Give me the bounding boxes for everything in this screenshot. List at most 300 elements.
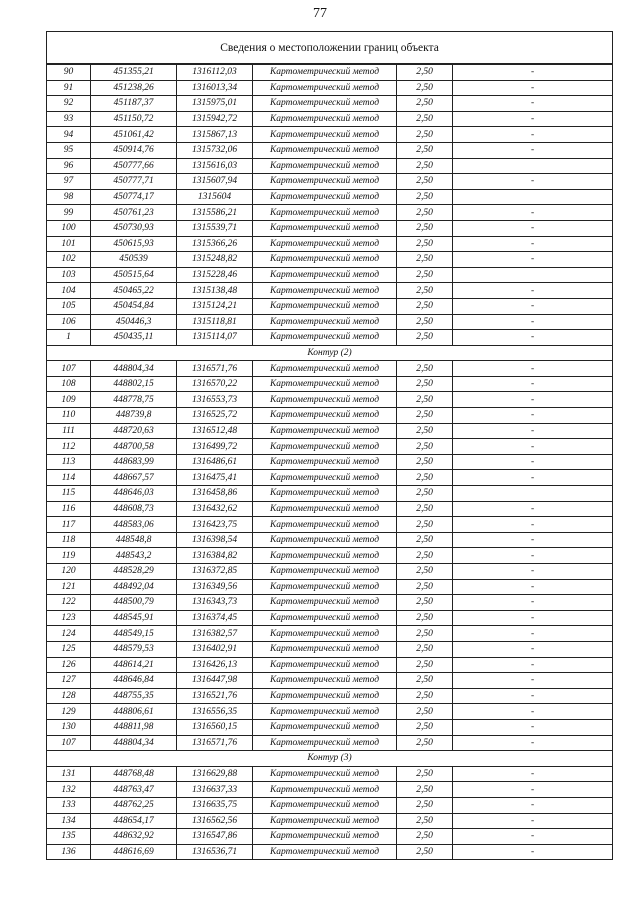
- point-number-cell: 115: [47, 486, 91, 502]
- accuracy-cell: 2,50: [397, 532, 453, 548]
- point-number-cell: 113: [47, 454, 91, 470]
- table-row: [47, 657, 613, 673]
- y-coordinate-cell: 1315248,82: [177, 252, 253, 268]
- point-number-cell: 99: [47, 205, 91, 221]
- x-coordinate-cell: 451355,21: [91, 64, 177, 80]
- method-cell: Картометрический метод: [253, 735, 397, 751]
- method-cell: Картометрический метод: [253, 96, 397, 112]
- description-cell: -: [453, 392, 613, 408]
- y-coordinate-cell: 1316571,76: [177, 361, 253, 377]
- method-cell: Картометрический метод: [253, 501, 397, 517]
- y-coordinate-cell: 1316570,22: [177, 376, 253, 392]
- y-coordinate-cell: 1316560,15: [177, 719, 253, 735]
- description-cell: -: [453, 298, 613, 314]
- table-row: [47, 673, 613, 689]
- accuracy-cell: 2,50: [397, 64, 453, 80]
- table-row: [47, 454, 613, 470]
- method-cell: Картометрический метод: [253, 423, 397, 439]
- description-cell: -: [453, 735, 613, 751]
- description-cell: -: [453, 252, 613, 268]
- method-cell: Картометрический метод: [253, 673, 397, 689]
- accuracy-cell: 2,50: [397, 813, 453, 829]
- description-cell: -: [453, 142, 613, 158]
- description-cell: -: [453, 579, 613, 595]
- point-number-cell: 107: [47, 361, 91, 377]
- description-cell: [453, 158, 613, 174]
- table-body: [47, 64, 613, 860]
- method-cell: Картометрический метод: [253, 641, 397, 657]
- description-cell: -: [453, 610, 613, 626]
- point-number-cell: 116: [47, 501, 91, 517]
- method-cell: Картометрический метод: [253, 657, 397, 673]
- method-cell: Картометрический метод: [253, 766, 397, 782]
- x-coordinate-cell: 448755,35: [91, 688, 177, 704]
- method-cell: Картометрический метод: [253, 80, 397, 96]
- method-cell: Картометрический метод: [253, 158, 397, 174]
- y-coordinate-cell: 1316402,91: [177, 641, 253, 657]
- table-row: [47, 688, 613, 704]
- y-coordinate-cell: 1315539,71: [177, 220, 253, 236]
- table-row: [47, 797, 613, 813]
- point-number-cell: 124: [47, 626, 91, 642]
- accuracy-cell: 2,50: [397, 361, 453, 377]
- description-cell: -: [453, 641, 613, 657]
- x-coordinate-cell: 450615,93: [91, 236, 177, 252]
- table-row: [47, 127, 613, 143]
- method-cell: Картометрический метод: [253, 844, 397, 860]
- table-row: [47, 330, 613, 346]
- point-number-cell: 125: [47, 641, 91, 657]
- description-cell: -: [453, 797, 613, 813]
- description-cell: -: [453, 548, 613, 564]
- method-cell: Картометрический метод: [253, 267, 397, 283]
- description-cell: -: [453, 376, 613, 392]
- description-cell: -: [453, 361, 613, 377]
- table-row: [47, 766, 613, 782]
- y-coordinate-cell: 1315118,81: [177, 314, 253, 330]
- method-cell: Картометрический метод: [253, 330, 397, 346]
- point-number-cell: 135: [47, 829, 91, 845]
- x-coordinate-cell: 448802,15: [91, 376, 177, 392]
- method-cell: Картометрический метод: [253, 64, 397, 80]
- accuracy-cell: 2,50: [397, 142, 453, 158]
- description-cell: -: [453, 439, 613, 455]
- coordinates-table: [46, 31, 613, 860]
- accuracy-cell: 2,50: [397, 80, 453, 96]
- point-number-cell: 134: [47, 813, 91, 829]
- accuracy-cell: 2,50: [397, 439, 453, 455]
- y-coordinate-cell: 1315607,94: [177, 174, 253, 190]
- point-number-cell: 94: [47, 127, 91, 143]
- accuracy-cell: 2,50: [397, 610, 453, 626]
- y-coordinate-cell: 1316525,72: [177, 408, 253, 424]
- description-cell: -: [453, 80, 613, 96]
- accuracy-cell: 2,50: [397, 408, 453, 424]
- table-row: [47, 314, 613, 330]
- y-coordinate-cell: 1316426,13: [177, 657, 253, 673]
- x-coordinate-cell: 448804,34: [91, 735, 177, 751]
- y-coordinate-cell: 1316629,88: [177, 766, 253, 782]
- x-coordinate-cell: 448654,17: [91, 813, 177, 829]
- table-row: [47, 64, 613, 80]
- table-row: [47, 782, 613, 798]
- description-cell: -: [453, 64, 613, 80]
- description-cell: -: [453, 829, 613, 845]
- accuracy-cell: 2,50: [397, 376, 453, 392]
- y-coordinate-cell: 1315604: [177, 189, 253, 205]
- description-cell: -: [453, 174, 613, 190]
- table-row: [47, 439, 613, 455]
- method-cell: Картометрический метод: [253, 548, 397, 564]
- x-coordinate-cell: 450515,64: [91, 267, 177, 283]
- point-number-cell: 128: [47, 688, 91, 704]
- point-number-cell: 117: [47, 517, 91, 533]
- point-number-cell: 101: [47, 236, 91, 252]
- x-coordinate-cell: 448646,84: [91, 673, 177, 689]
- description-cell: -: [453, 127, 613, 143]
- y-coordinate-cell: 1316556,35: [177, 704, 253, 720]
- table-row: [47, 96, 613, 112]
- description-cell: -: [453, 517, 613, 533]
- accuracy-cell: 2,50: [397, 564, 453, 580]
- table-row: [47, 142, 613, 158]
- y-coordinate-cell: 1316571,76: [177, 735, 253, 751]
- point-number-cell: 127: [47, 673, 91, 689]
- accuracy-cell: 2,50: [397, 548, 453, 564]
- y-coordinate-cell: 1315975,01: [177, 96, 253, 112]
- point-number-cell: 114: [47, 470, 91, 486]
- table-row: [47, 626, 613, 642]
- x-coordinate-cell: 450539: [91, 252, 177, 268]
- y-coordinate-cell: 1315616,03: [177, 158, 253, 174]
- method-cell: Картометрический метод: [253, 408, 397, 424]
- point-number-cell: 105: [47, 298, 91, 314]
- x-coordinate-cell: 448646,03: [91, 486, 177, 502]
- description-cell: -: [453, 782, 613, 798]
- y-coordinate-cell: 1316486,61: [177, 454, 253, 470]
- description-cell: -: [453, 673, 613, 689]
- accuracy-cell: 2,50: [397, 829, 453, 845]
- x-coordinate-cell: 451150,72: [91, 111, 177, 127]
- table-row: [47, 548, 613, 564]
- description-cell: -: [453, 688, 613, 704]
- point-number-cell: 97: [47, 174, 91, 190]
- table-row: [47, 111, 613, 127]
- point-number-cell: 1: [47, 330, 91, 346]
- accuracy-cell: 2,50: [397, 330, 453, 346]
- accuracy-cell: 2,50: [397, 158, 453, 174]
- y-coordinate-cell: 1316536,71: [177, 844, 253, 860]
- accuracy-cell: 2,50: [397, 454, 453, 470]
- y-coordinate-cell: 1316112,03: [177, 64, 253, 80]
- description-cell: -: [453, 813, 613, 829]
- x-coordinate-cell: 450777,71: [91, 174, 177, 190]
- point-number-cell: 95: [47, 142, 91, 158]
- table-row: [47, 361, 613, 377]
- y-coordinate-cell: 1316553,73: [177, 392, 253, 408]
- y-coordinate-cell: 1315124,21: [177, 298, 253, 314]
- table-row: [47, 595, 613, 611]
- table-row: [47, 844, 613, 860]
- point-number-cell: 111: [47, 423, 91, 439]
- accuracy-cell: 2,50: [397, 111, 453, 127]
- method-cell: Картометрический метод: [253, 314, 397, 330]
- accuracy-cell: 2,50: [397, 205, 453, 221]
- description-cell: -: [453, 626, 613, 642]
- table-row: [47, 423, 613, 439]
- point-number-cell: 107: [47, 735, 91, 751]
- description-cell: -: [453, 111, 613, 127]
- method-cell: Картометрический метод: [253, 486, 397, 502]
- y-coordinate-cell: 1316384,82: [177, 548, 253, 564]
- table-row: [47, 392, 613, 408]
- y-coordinate-cell: 1316521,76: [177, 688, 253, 704]
- x-coordinate-cell: 450730,93: [91, 220, 177, 236]
- point-number-cell: 112: [47, 439, 91, 455]
- method-cell: Картометрический метод: [253, 298, 397, 314]
- y-coordinate-cell: 1316372,85: [177, 564, 253, 580]
- accuracy-cell: 2,50: [397, 688, 453, 704]
- x-coordinate-cell: 448720,63: [91, 423, 177, 439]
- x-coordinate-cell: 448632,92: [91, 829, 177, 845]
- description-cell: [453, 486, 613, 502]
- x-coordinate-cell: 451187,37: [91, 96, 177, 112]
- accuracy-cell: 2,50: [397, 267, 453, 283]
- method-cell: Картометрический метод: [253, 797, 397, 813]
- y-coordinate-cell: 1316547,86: [177, 829, 253, 845]
- x-coordinate-cell: 450914,76: [91, 142, 177, 158]
- point-number-cell: 119: [47, 548, 91, 564]
- x-coordinate-cell: 448762,25: [91, 797, 177, 813]
- method-cell: Картометрический метод: [253, 829, 397, 845]
- x-coordinate-cell: 448492,04: [91, 579, 177, 595]
- point-number-cell: 132: [47, 782, 91, 798]
- y-coordinate-cell: 1316447,98: [177, 673, 253, 689]
- method-cell: Картометрический метод: [253, 813, 397, 829]
- table-row: [47, 174, 613, 190]
- y-coordinate-cell: 1316458,86: [177, 486, 253, 502]
- description-cell: -: [453, 844, 613, 860]
- accuracy-cell: 2,50: [397, 579, 453, 595]
- description-cell: -: [453, 501, 613, 517]
- method-cell: Картометрический метод: [253, 626, 397, 642]
- description-cell: -: [453, 330, 613, 346]
- accuracy-cell: 2,50: [397, 735, 453, 751]
- point-number-cell: 120: [47, 564, 91, 580]
- point-number-cell: 109: [47, 392, 91, 408]
- y-coordinate-cell: 1315732,06: [177, 142, 253, 158]
- y-coordinate-cell: 1316382,57: [177, 626, 253, 642]
- accuracy-cell: 2,50: [397, 782, 453, 798]
- method-cell: Картометрический метод: [253, 189, 397, 205]
- x-coordinate-cell: 450774,17: [91, 189, 177, 205]
- point-number-cell: 106: [47, 314, 91, 330]
- table-row: [47, 158, 613, 174]
- description-cell: -: [453, 283, 613, 299]
- table-row: [47, 189, 613, 205]
- accuracy-cell: 2,50: [397, 657, 453, 673]
- y-coordinate-cell: 1316374,45: [177, 610, 253, 626]
- method-cell: Картометрический метод: [253, 579, 397, 595]
- table-row: [47, 267, 613, 283]
- accuracy-cell: 2,50: [397, 189, 453, 205]
- y-coordinate-cell: 1316013,34: [177, 80, 253, 96]
- accuracy-cell: 2,50: [397, 283, 453, 299]
- x-coordinate-cell: 448811,98: [91, 719, 177, 735]
- y-coordinate-cell: 1315138,48: [177, 283, 253, 299]
- point-number-cell: 123: [47, 610, 91, 626]
- table-row: [47, 298, 613, 314]
- y-coordinate-cell: 1316475,41: [177, 470, 253, 486]
- y-coordinate-cell: 1316398,54: [177, 532, 253, 548]
- method-cell: Картометрический метод: [253, 174, 397, 190]
- x-coordinate-cell: 448739,8: [91, 408, 177, 424]
- x-coordinate-cell: 448616,69: [91, 844, 177, 860]
- table-row: [47, 501, 613, 517]
- table-row: [47, 486, 613, 502]
- x-coordinate-cell: 448804,34: [91, 361, 177, 377]
- x-coordinate-cell: 448549,15: [91, 626, 177, 642]
- table-row: [47, 376, 613, 392]
- accuracy-cell: 2,50: [397, 797, 453, 813]
- description-cell: -: [453, 205, 613, 221]
- x-coordinate-cell: 448579,53: [91, 641, 177, 657]
- point-number-cell: 93: [47, 111, 91, 127]
- accuracy-cell: 2,50: [397, 517, 453, 533]
- method-cell: Картометрический метод: [253, 454, 397, 470]
- method-cell: Картометрический метод: [253, 220, 397, 236]
- description-cell: -: [453, 454, 613, 470]
- table-row: [47, 532, 613, 548]
- description-cell: -: [453, 96, 613, 112]
- x-coordinate-cell: 448614,21: [91, 657, 177, 673]
- table-row: [47, 283, 613, 299]
- x-coordinate-cell: 450761,23: [91, 205, 177, 221]
- description-cell: -: [453, 236, 613, 252]
- table-row: [47, 641, 613, 657]
- point-number-cell: 108: [47, 376, 91, 392]
- accuracy-cell: 2,50: [397, 174, 453, 190]
- page-number: 77: [313, 6, 327, 21]
- point-number-cell: 98: [47, 189, 91, 205]
- y-coordinate-cell: 1315586,21: [177, 205, 253, 221]
- y-coordinate-cell: 1316637,33: [177, 782, 253, 798]
- point-number-cell: 136: [47, 844, 91, 860]
- method-cell: Картометрический метод: [253, 704, 397, 720]
- accuracy-cell: 2,50: [397, 127, 453, 143]
- description-cell: -: [453, 314, 613, 330]
- accuracy-cell: 2,50: [397, 220, 453, 236]
- method-cell: Картометрический метод: [253, 376, 397, 392]
- description-cell: -: [453, 532, 613, 548]
- table-row: [47, 579, 613, 595]
- x-coordinate-cell: 448548,8: [91, 532, 177, 548]
- point-number-cell: 100: [47, 220, 91, 236]
- table-row: [47, 470, 613, 486]
- y-coordinate-cell: 1316635,75: [177, 797, 253, 813]
- description-cell: [453, 189, 613, 205]
- y-coordinate-cell: 1316432,62: [177, 501, 253, 517]
- method-cell: Картометрический метод: [253, 111, 397, 127]
- accuracy-cell: 2,50: [397, 844, 453, 860]
- method-cell: Картометрический метод: [253, 361, 397, 377]
- method-cell: Картометрический метод: [253, 517, 397, 533]
- point-number-cell: 90: [47, 64, 91, 80]
- description-cell: -: [453, 423, 613, 439]
- method-cell: Картометрический метод: [253, 782, 397, 798]
- description-cell: [453, 267, 613, 283]
- x-coordinate-cell: 450435,11: [91, 330, 177, 346]
- point-number-cell: 104: [47, 283, 91, 299]
- contour-label: Контур (2): [47, 345, 613, 361]
- table-row: [47, 829, 613, 845]
- x-coordinate-cell: 448667,57: [91, 470, 177, 486]
- accuracy-cell: 2,50: [397, 236, 453, 252]
- method-cell: Картометрический метод: [253, 595, 397, 611]
- x-coordinate-cell: 448763,47: [91, 782, 177, 798]
- accuracy-cell: 2,50: [397, 486, 453, 502]
- point-number-cell: 126: [47, 657, 91, 673]
- method-cell: Картометрический метод: [253, 688, 397, 704]
- accuracy-cell: 2,50: [397, 392, 453, 408]
- y-coordinate-cell: 1315366,26: [177, 236, 253, 252]
- method-cell: Картометрический метод: [253, 470, 397, 486]
- y-coordinate-cell: 1316343,73: [177, 595, 253, 611]
- description-cell: -: [453, 719, 613, 735]
- x-coordinate-cell: 450454,84: [91, 298, 177, 314]
- y-coordinate-cell: 1315114,07: [177, 330, 253, 346]
- accuracy-cell: 2,50: [397, 314, 453, 330]
- table-row: [47, 205, 613, 221]
- table-row: [47, 564, 613, 580]
- x-coordinate-cell: 450465,22: [91, 283, 177, 299]
- point-number-cell: 96: [47, 158, 91, 174]
- table-row: [47, 719, 613, 735]
- method-cell: Картометрический метод: [253, 439, 397, 455]
- contour-row: [47, 345, 613, 361]
- y-coordinate-cell: 1316512,48: [177, 423, 253, 439]
- method-cell: Картометрический метод: [253, 252, 397, 268]
- point-number-cell: 102: [47, 252, 91, 268]
- method-cell: Картометрический метод: [253, 142, 397, 158]
- description-cell: -: [453, 408, 613, 424]
- table-row: [47, 517, 613, 533]
- y-coordinate-cell: 1316349,56: [177, 579, 253, 595]
- x-coordinate-cell: 448500,79: [91, 595, 177, 611]
- accuracy-cell: 2,50: [397, 704, 453, 720]
- x-coordinate-cell: 448683,99: [91, 454, 177, 470]
- point-number-cell: 110: [47, 408, 91, 424]
- table-row: [47, 408, 613, 424]
- description-cell: -: [453, 704, 613, 720]
- x-coordinate-cell: 448778,75: [91, 392, 177, 408]
- x-coordinate-cell: 448608,73: [91, 501, 177, 517]
- x-coordinate-cell: 448768,48: [91, 766, 177, 782]
- accuracy-cell: 2,50: [397, 673, 453, 689]
- description-cell: -: [453, 470, 613, 486]
- x-coordinate-cell: 451238,26: [91, 80, 177, 96]
- table-row: [47, 220, 613, 236]
- accuracy-cell: 2,50: [397, 766, 453, 782]
- description-cell: -: [453, 766, 613, 782]
- x-coordinate-cell: 448583,06: [91, 517, 177, 533]
- table-row: [47, 610, 613, 626]
- accuracy-cell: 2,50: [397, 719, 453, 735]
- table-row: [47, 813, 613, 829]
- method-cell: Картометрический метод: [253, 283, 397, 299]
- table-row: [47, 735, 613, 751]
- description-cell: -: [453, 220, 613, 236]
